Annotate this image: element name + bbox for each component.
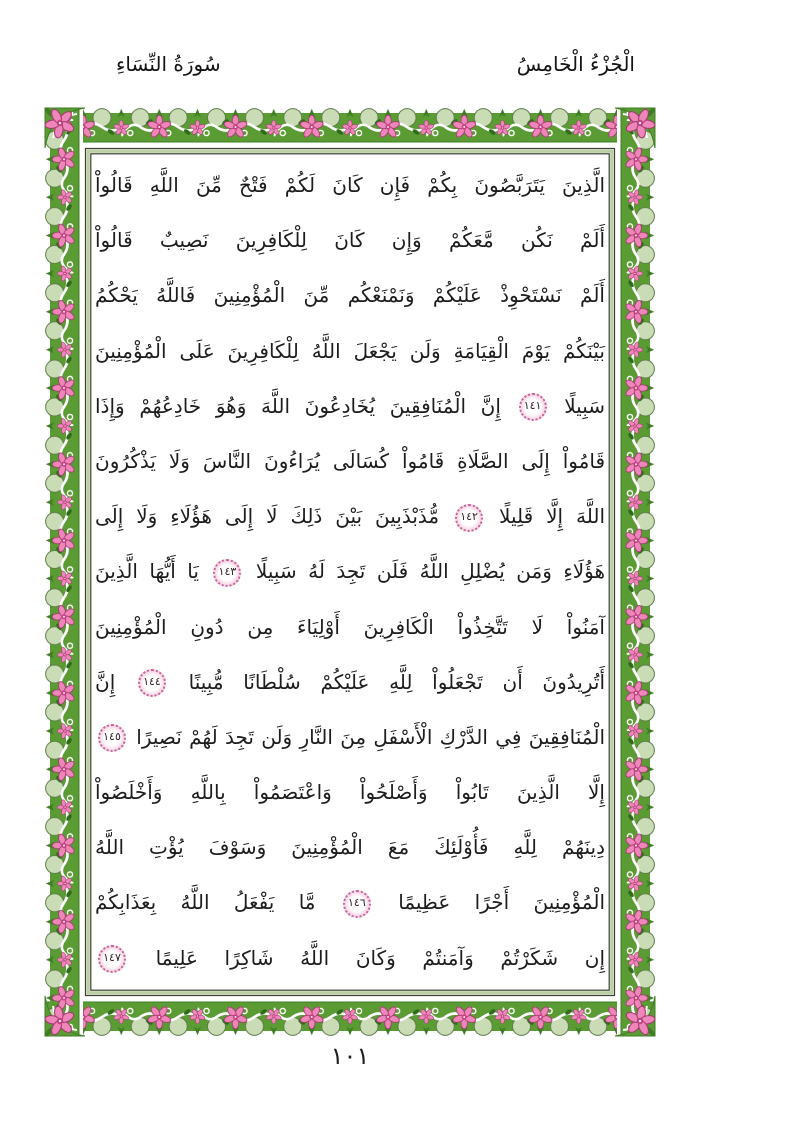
quran-line (95, 600, 605, 655)
ayah-text: مَّا يَفْعَلُ اللَّهُ بِعَذَابِكُمْ (95, 890, 316, 915)
quran-line (95, 710, 605, 765)
verse-number-medallion: ١٤٢ (455, 504, 483, 532)
quran-line (95, 489, 605, 544)
ayah-text: سَبِيلًا (564, 393, 605, 418)
verse-number-medallion: ١٤٤ (138, 669, 166, 697)
ayah-text: مُّذَبْذَبِينَ بَيْنَ ذَلِكَ لَا إِلَى هَؤُلَاءِ وَلَا إِلَى (95, 504, 440, 529)
ayah-text: أَلَمْ نَسْتَحْوِذْ عَلَيْكُمْ وَنَمْنَعْكُم مِّنَ الْمُؤْمِنِينَ فَاللَّهُ يَحْكُمُ (95, 283, 605, 308)
ayah-text: آمَنُواْ لَا تَتَّخِذُواْ الْكَافِرِينَ أَوْلِيَاءَ مِن دُونِ الْمُؤْمِنِينَ (95, 614, 605, 639)
ayah-text: بَيْنَكُمْ يَوْمَ الْقِيَامَةِ وَلَن يَجْعَلَ اللَّهُ لِلْكَافِرِينَ عَلَى الْمُؤْمِنِينَ (95, 338, 605, 363)
quran-line (95, 820, 605, 875)
juz-title: الْجُزْءُ الْخَامِسُ (516, 52, 635, 76)
ayah-text: يَا أَيُّهَا الَّذِينَ (95, 559, 199, 584)
quran-line (95, 655, 605, 710)
quran-line (95, 931, 605, 986)
surah-title: سُورَةُ النِّسَاءِ (116, 52, 221, 76)
quran-line (95, 213, 605, 268)
ayah-text: الَّذِينَ يَتَرَبَّصُونَ بِكُمْ فَإِن كَانَ لَكُمْ فَتْحٌ مِّنَ اللَّهِ قَالُواْ (95, 173, 605, 197)
ayah-text: الْمُؤْمِنِينَ أَجْرًا عَظِيمًا (398, 890, 606, 915)
ayah-text: اللَّهَ إِلَّا قَلِيلًا (499, 504, 605, 529)
page-number: ١٠١ (330, 1042, 370, 1070)
quran-line (95, 379, 605, 434)
ayah-text: قَامُواْ إِلَى الصَّلَاةِ قَامُواْ كُسَالَى يُرَاءُونَ النَّاسَ وَلَا يَذْكُرُونَ (95, 448, 605, 473)
quran-line (95, 324, 605, 379)
ayah-text: أَلَمْ نَكُن مَّعَكُمْ وَإِن كَانَ لِلْكَافِرِينَ نَصِيبٌ قَالُواْ (95, 228, 605, 253)
ayah-text: دِينَهُمْ لِلَّهِ فَأُوْلَئِكَ مَعَ الْمُؤْمِنِينَ وَسَوْفَ يُؤْتِ اللَّهُ (95, 835, 605, 860)
verse-number-medallion: ١٤١ (519, 393, 547, 421)
quran-line (95, 158, 605, 213)
ayah-text: إِلَّا الَّذِينَ تَابُواْ وَأَصْلَحُواْ وَاعْتَصَمُواْ بِاللَّهِ وَأَخْلَصُواْ (95, 780, 605, 805)
quran-line (95, 268, 605, 323)
ayah-text: إِنَّ (95, 669, 116, 694)
verse-number-medallion: ١٤٣ (213, 559, 241, 587)
verse-number-medallion: ١٤٧ (98, 945, 126, 973)
verse-number-medallion: ١٤٦ (343, 890, 371, 918)
ornamental-frame (45, 108, 655, 1036)
verse-number-medallion: ١٤٥ (98, 724, 126, 752)
ayah-text: هَؤُلَاءِ وَمَن يُضْلِلِ اللَّهُ فَلَن تَجِدَ لَهُ سَبِيلًا (255, 559, 606, 584)
quran-line (95, 765, 605, 820)
ayah-text: إِنَّ الْمُنَافِقِينَ يُخَادِعُونَ اللَّهَ وَهُوَ خَادِعُهُمْ وَإِذَا (95, 393, 501, 418)
ayah-text: أَتُرِيدُونَ أَن تَجْعَلُواْ لِلَّهِ عَلَيْكُمْ سُلْطَانًا مُّبِينًا (188, 669, 605, 694)
quran-line (95, 875, 605, 930)
quran-line (95, 544, 605, 599)
ayah-text: إِن شَكَرْتُمْ وَآمَنتُمْ وَكَانَ اللَّهُ شَاكِرًا عَلِيمًا (155, 945, 606, 970)
ayah-text: الْمُنَافِقِينَ فِي الدَّرْكِ الْأَسْفَلِ مِنَ النَّارِ وَلَن تَجِدَ لَهُمْ نَصِيرًا (136, 724, 605, 749)
quran-line (95, 434, 605, 489)
quran-text-area (95, 158, 605, 986)
